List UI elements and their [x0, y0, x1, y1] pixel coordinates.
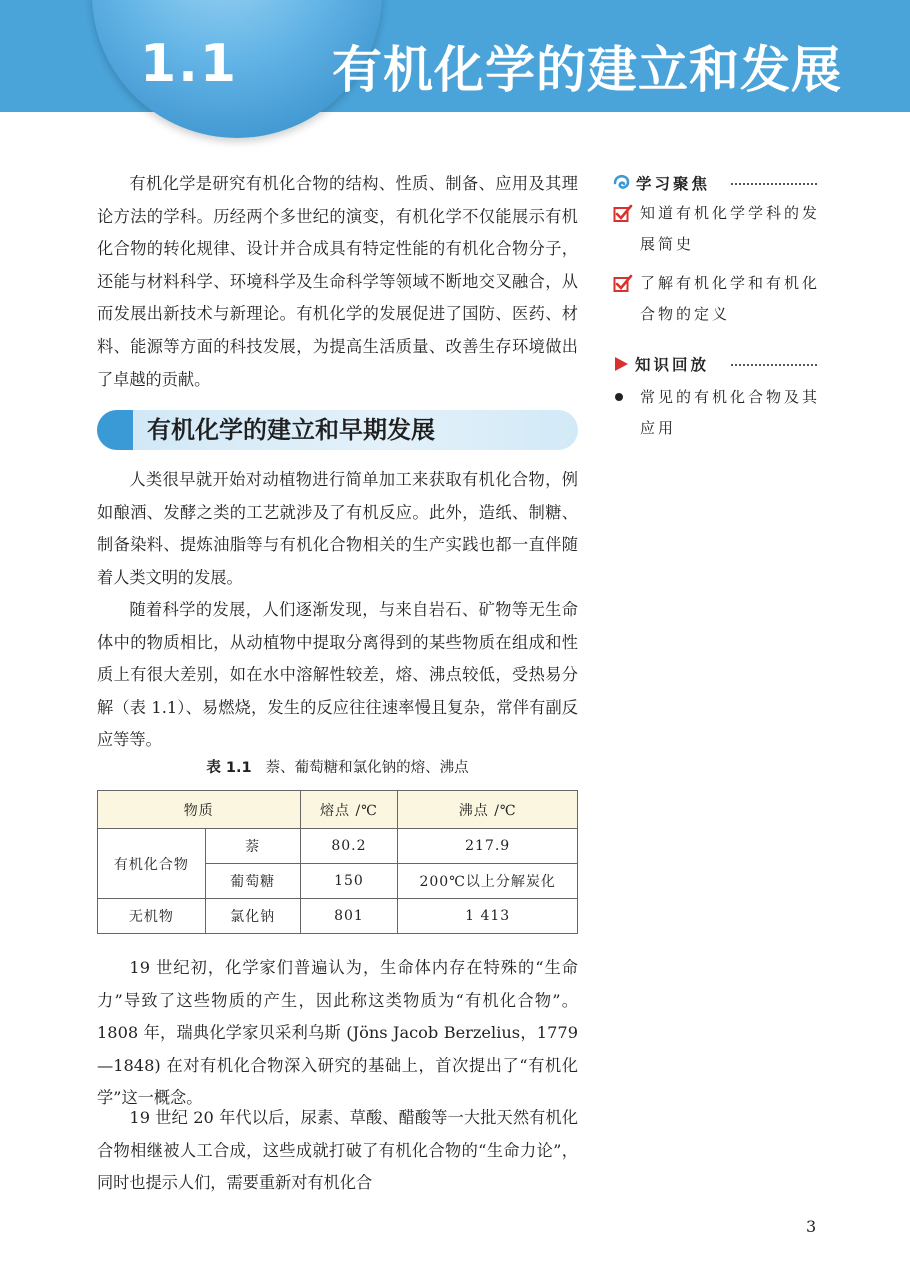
play-triangle-icon — [612, 355, 630, 373]
sidebar-review-title: 知识回放 — [635, 356, 710, 374]
page-number: 3 — [806, 1217, 817, 1236]
sidebar-focus-item: 知道有机化学学科的发展简史 — [640, 204, 821, 253]
sidebar-focus-item: 了解有机化学和有机化合物的定义 — [640, 274, 821, 323]
melting-boiling-table — [97, 790, 578, 934]
sidebar-focus-divider — [731, 183, 817, 185]
section-header-accent — [97, 410, 133, 450]
checkbox-checked-icon — [613, 274, 633, 294]
bullet-icon — [614, 392, 624, 402]
body-paragraph: 19 世纪 20 年代以后，尿素、草酸、醋酸等一大批天然有机化合物相继被人工合成，这些成就打破了有机化合物的“生命力论”，同时也提示人们，需要重新对有机化合 — [97, 1108, 578, 1193]
table-header-boiling: 沸点 /℃ — [398, 791, 578, 829]
section-title: 有机化学的建立和早期发展 — [147, 416, 435, 444]
table-row — [98, 829, 578, 864]
table-header-row — [98, 791, 578, 829]
table-cell-mp: 80.2 — [300, 829, 398, 864]
table-cell-name: 萘 — [205, 829, 300, 864]
body-paragraph: 人类很早就开始对动植物进行简单加工来获取有机化合物，例如酿酒、发酵之类的工艺就涉及了有机反应。此外，造纸、制糖、制备染料、提炼油脂等与有机化合物相关的生产实践也都一直伴随着人类文明的发展。 — [97, 470, 578, 587]
table-row — [98, 899, 578, 934]
body-paragraph: 随着科学的发展，人们逐渐发现，与来自岩石、矿物等无生命体中的物质相比，从动植物中提取分离得到的某些物质在组成和性质上有很大差别，如在水中溶解性较差，熔、沸点较低，受热易分解（表 1.1）、易燃烧，发生的反应往往速率慢且复杂，常伴有副反应等等。 — [97, 600, 578, 750]
table-cell-mp: 801 — [300, 899, 398, 934]
table-caption — [97, 756, 578, 777]
swirl-icon — [612, 173, 632, 193]
table-caption-text: 萘、葡萄糖和氯化钠的熔、沸点 — [265, 760, 469, 776]
body-paragraph: 19 世纪初，化学家们普遍认为，生命体内存在特殊的“生命力”导致了这些物质的产生，因此称这类物质为“有机化合物”。1808 年，瑞典化学家贝采利乌斯 (Jöns Jacob Berzelius，1779—1848) 在对有机化合物深入研究的基础上，首次提出了“有机化学”这一概念。 — [97, 958, 578, 1108]
table-cell-name: 氯化钠 — [205, 899, 300, 934]
table-header-substance: 物质 — [98, 791, 301, 829]
sidebar-review-heading — [612, 353, 709, 375]
checkbox-checked-icon — [613, 204, 633, 224]
sidebar-review-item: 常见的有机化合物及其应用 — [640, 388, 821, 437]
table-group-organic: 有机化合物 — [98, 829, 206, 899]
table-cell-name: 葡萄糖 — [205, 864, 300, 899]
sidebar-focus-title: 学习聚焦 — [636, 175, 711, 193]
table-header-melting: 熔点 /℃ — [300, 791, 398, 829]
table-caption-label: 表 1.1 — [206, 760, 252, 776]
intro-paragraph: 有机化学是研究有机化合物的结构、性质、制备、应用及其理论方法的学科。历经两个多世纪的演变，有机化学不仅能展示有机化合物的转化规律、设计并合成具有特定性能的有机化合物分子，还能与材料科学、环境科学及生命科学等领域不断地交叉融合，从而发展出新技术与新理论。有机化学的发展促进了国防、医药、材料、能源等方面的科技发展，为提高生活质量、改善生存环境做出了卓越的贡献。 — [97, 174, 578, 389]
table-group-inorganic: 无机物 — [98, 899, 206, 934]
sidebar-focus-heading — [612, 172, 710, 194]
sidebar-review-divider — [731, 364, 817, 366]
chapter-title: 有机化学的建立和发展 — [332, 41, 842, 99]
table-cell-mp: 150 — [300, 864, 398, 899]
table-cell-bp: 217.9 — [398, 829, 578, 864]
table-cell-bp: 200℃以上分解炭化 — [398, 864, 578, 899]
chapter-number: 1.1 — [140, 34, 239, 94]
table-cell-bp: 1 413 — [398, 899, 578, 934]
